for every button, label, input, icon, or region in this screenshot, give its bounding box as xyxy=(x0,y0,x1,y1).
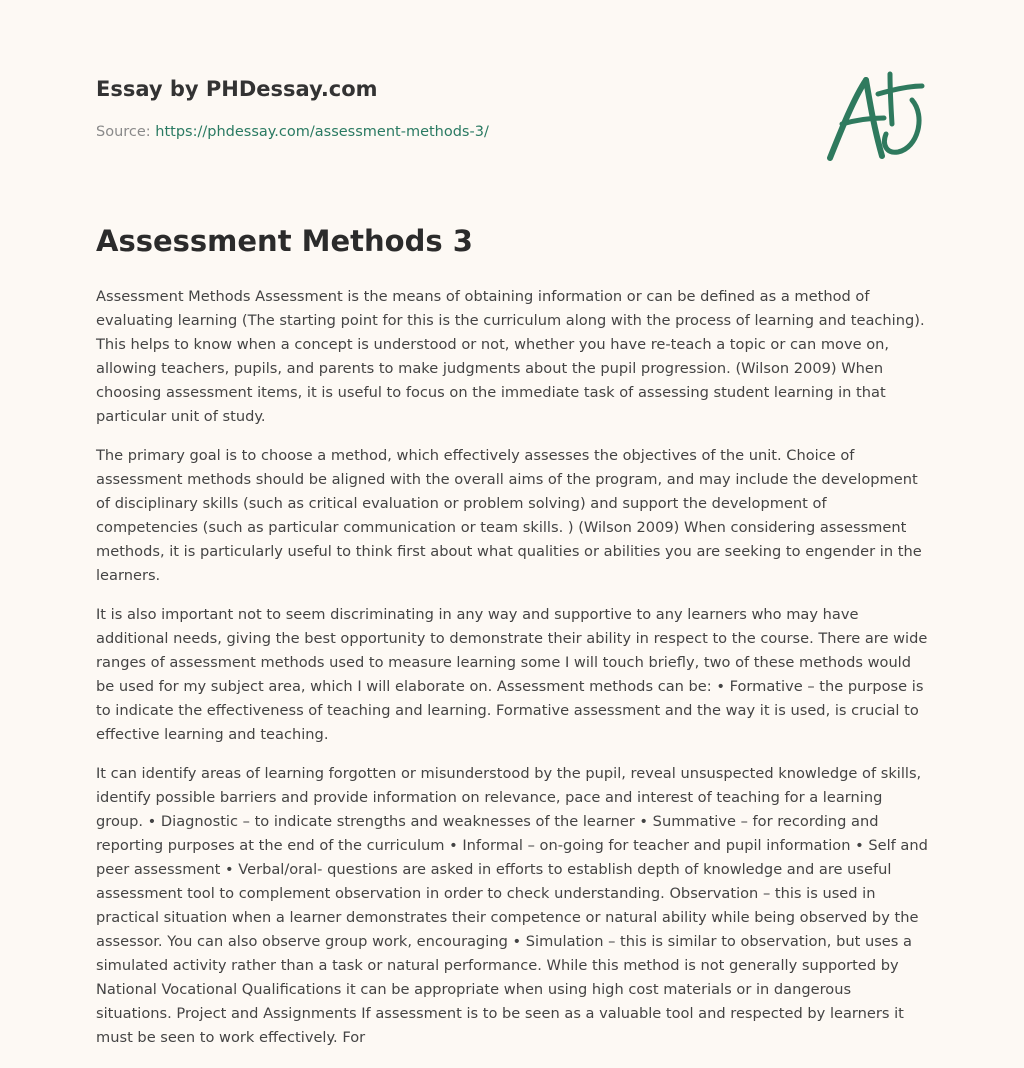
site-brand: Essay by PHDessay.com xyxy=(96,77,378,101)
article-paragraph: The primary goal is to choose a method, which effectively assesses the objectives of the unit. Choice of assessment methods should be aligned with the overall aims of the program, and may include the development of disciplinary skills (such as critical evaluation or problem solving) and support the development of competencies (such as particular communication or team skills. ) (Wilson 2009) When considering assessment methods, it is particularly useful to think first about what qualities or abilities you are seeking to engender in the learners. xyxy=(96,447,922,584)
source-link[interactable]: https://phdessay.com/assessment-methods-3/ xyxy=(155,124,489,140)
article-body xyxy=(96,285,928,1065)
article-paragraph: It can identify areas of learning forgotten or misunderstood by the pupil, reveal unsuspected knowledge of skills, identify possible barriers and provide information on relevance, pace and interest of teaching for a learning group. • Diagnostic – to indicate strengths and weaknesses of the learner • Summative – for recording and reporting purposes at the end of the curriculum • Informal – on-going for teacher and pupil information • Self and peer assessment • Verbal/oral- questions are asked in efforts to establish depth of knowledge and are useful assessment tool to complement observation in order to check understanding. Observation – this is used in practical situation when a learner demonstrates their competence or natural ability while being observed by the assessor. You can also observe group work, encouraging • Simulation – this is similar to observation, but uses a simulated activity rather than a task or natural performance. While this method is not generally supported by National Vocational Qualifications it can be appropriate when using high cost materials or in dangerous situations. Project and Assignments If assessment is to be seen as a valuable tool and respected by learners it must be seen to work effectively. For xyxy=(96,765,928,1046)
a-plus-grade-icon xyxy=(822,68,932,168)
source-label: Source: xyxy=(96,124,151,140)
article-title: Assessment Methods 3 xyxy=(96,224,473,258)
article-paragraph: It is also important not to seem discriminating in any way and supportive to any learners who may have additional needs, giving the best opportunity to demonstrate their ability in respect to the course. There are wide ranges of assessment methods used to measure learning some I will touch briefly, two of these methods would be used for my subject area, which I will elaborate on. Assessment methods can be: • Formative – the purpose is to indicate the effectiveness of teaching and learning. Formative assessment and the way it is used, is crucial to effective learning and teaching. xyxy=(96,606,928,743)
source-line xyxy=(96,124,489,140)
article-paragraph: Assessment Methods Assessment is the means of obtaining information or can be defined as a method of evaluating learning (The starting point for this is the curriculum along with the process of learning and teaching). This helps to know when a concept is understood or not, whether you have re-teach a topic or can move on, allowing teachers, pupils, and parents to make judgments about the pupil progression. (Wilson 2009) When choosing assessment items, it is useful to focus on the immediate task of assessing student learning in that particular unit of study. xyxy=(96,288,925,425)
